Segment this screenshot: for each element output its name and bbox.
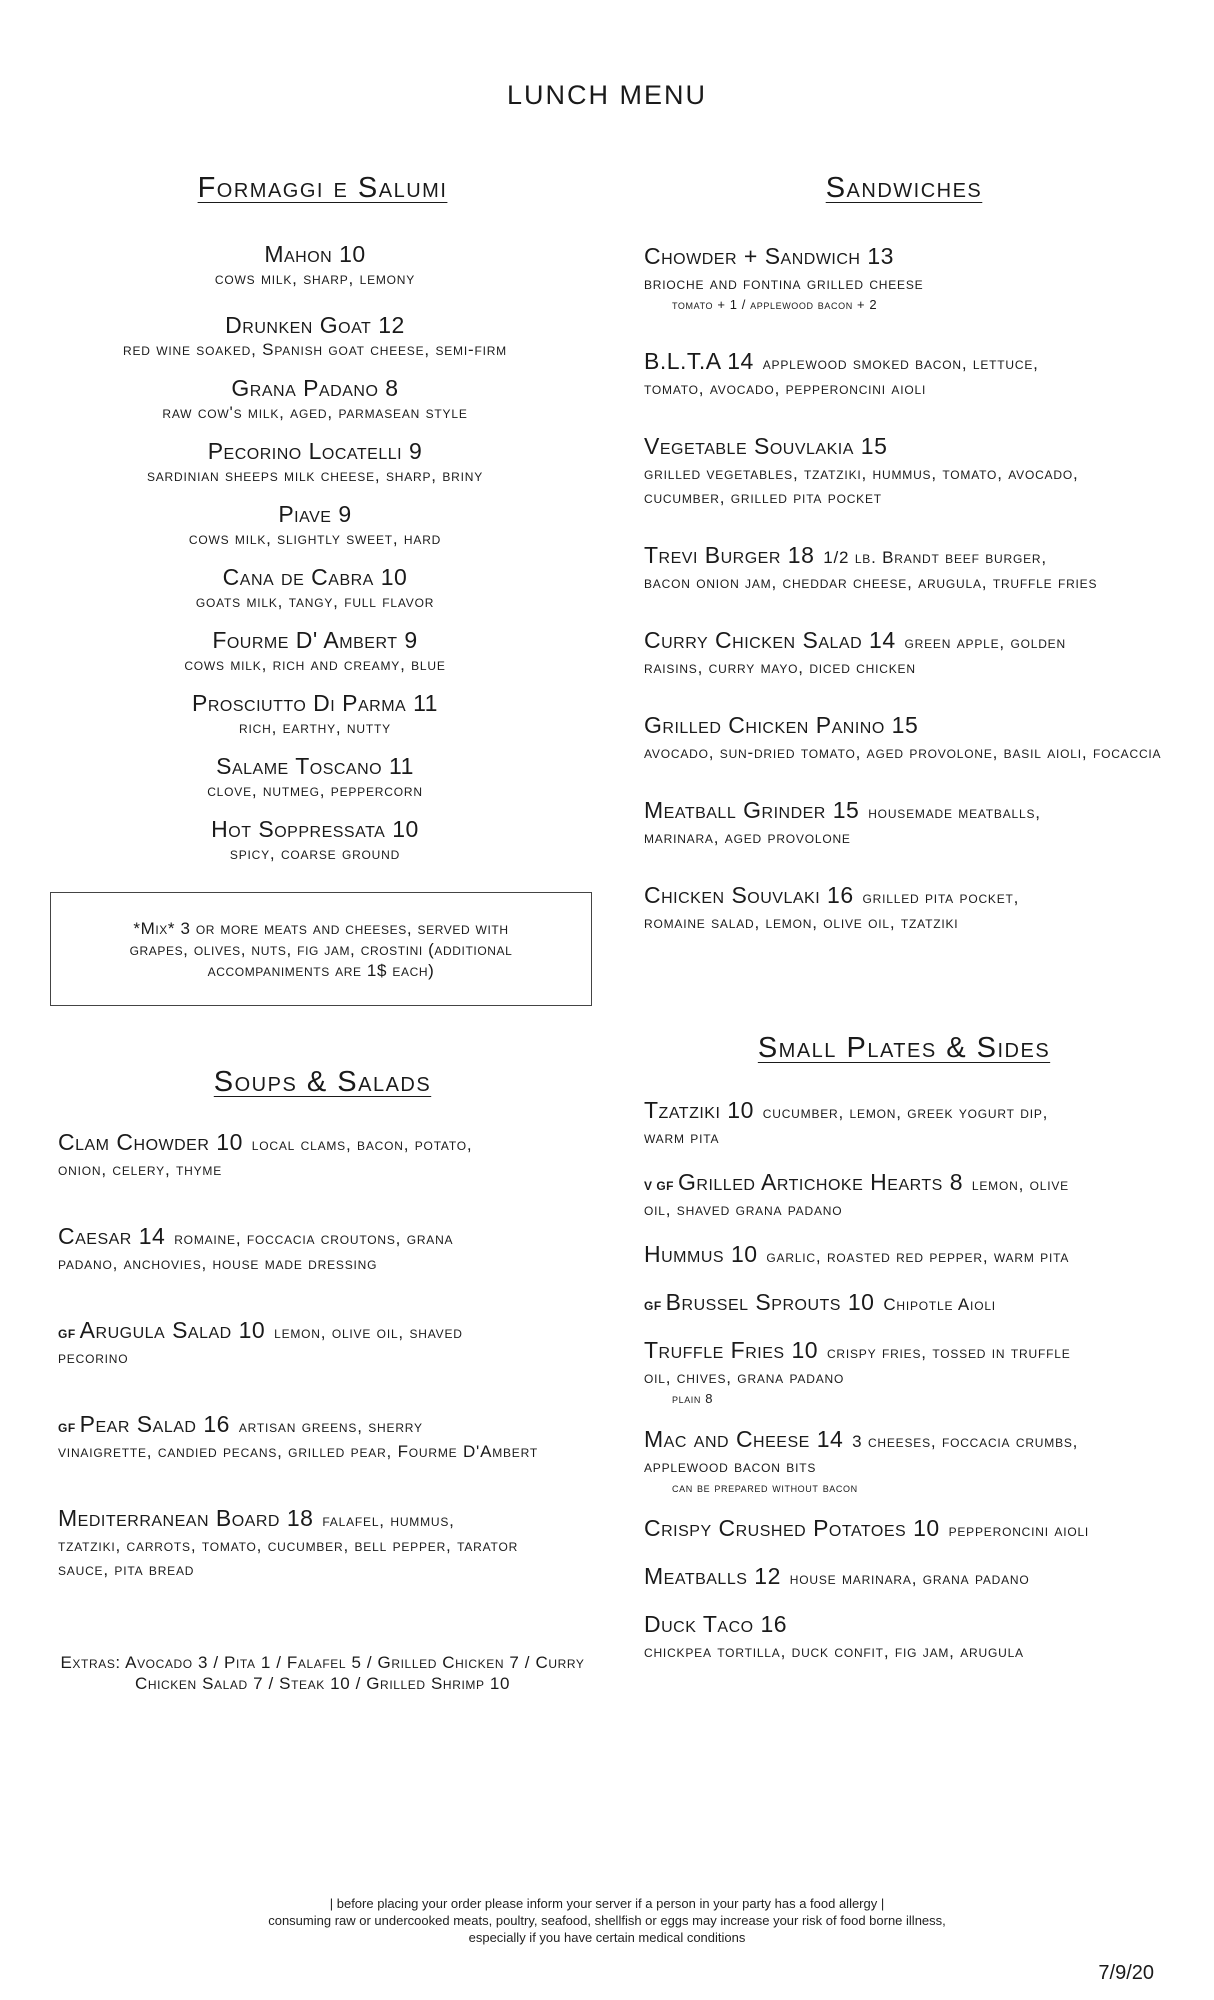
item-desc: cows milk, rich and creamy, blue (184, 655, 446, 674)
list-item (50, 240, 580, 289)
item-name: Mac and Cheese 14 (644, 1426, 844, 1452)
item-name: Hummus 10 (644, 1241, 758, 1267)
list-item (50, 311, 580, 360)
list-item (644, 628, 1164, 680)
item-name: Tzatziki 10 (644, 1097, 754, 1123)
item-name: Vegetable Souvlakia 15 (644, 433, 888, 459)
item-desc: clove, nutmeg, peppercorn (207, 781, 423, 800)
list-item (50, 626, 580, 675)
item-name: Chowder + Sandwich 13 (644, 243, 894, 269)
item-desc: warm pita (644, 1128, 720, 1147)
list-item (644, 1098, 1164, 1150)
item-desc-inline: grilled pita pocket, (862, 888, 1020, 907)
item-desc-inline: 3 cheeses, foccacia crumbs, (852, 1432, 1079, 1451)
item-desc-inline: applewood smoked bacon, lettuce, (762, 354, 1039, 373)
item-name: Mediterranean Board 18 (58, 1505, 314, 1531)
item-desc-inline: crispy fries, tossed in truffle (826, 1343, 1071, 1362)
item-name: Drunken Goat 12 (225, 312, 405, 338)
item-desc: spicy, coarse ground (229, 844, 401, 863)
list-item (644, 1564, 1164, 1592)
item-desc: avocado, sun-dried tomato, aged provolone, basil aioli, focaccia (644, 743, 1162, 762)
item-name: Crispy Crushed Potatoes 10 (644, 1515, 940, 1541)
item-name: Pear Salad 16 (79, 1411, 230, 1437)
item-name: Prosciutto Di Parma 11 (192, 690, 438, 716)
list-item (644, 1242, 1164, 1270)
item-name: Trevi Burger 18 (644, 542, 815, 568)
extras-note: Extras: Avocado 3 / Pita 1 / Falafel 5 / Grilled Chicken 7 / Curry Chicken Salad 7 / Steak 10 / Grilled Shrimp 10 (60, 1653, 585, 1693)
list-item (644, 1427, 1164, 1496)
item-desc: sardinian sheeps milk cheese, sharp, briny (146, 466, 484, 485)
small-plates-heading: Small Plates & Sides (757, 1032, 1051, 1064)
item-note: tomato + 1 / applewood bacon + 2 (672, 297, 878, 312)
list-item (644, 434, 1164, 510)
item-desc: goats milk, tangy, full flavor (195, 592, 435, 611)
list-item (644, 883, 1164, 935)
item-name: Truffle Fries 10 (644, 1337, 819, 1363)
item-name: Grilled Chicken Panino 15 (644, 712, 919, 738)
item-desc: vinaigrette, candied pecans, grilled pear, Fourme D'Ambert (58, 1442, 538, 1461)
item-name: Grana Padano 8 (231, 375, 399, 401)
item-desc-inline: falafel, hummus, (322, 1511, 455, 1530)
item-desc: tomato, avocado, pepperoncini aioli (644, 379, 927, 398)
list-item (644, 1290, 1164, 1318)
item-desc-inline: Chipotle Aioli (883, 1295, 996, 1314)
item-desc: cows milk, sharp, lemony (214, 269, 416, 288)
item-desc: brioche and fontina grilled cheese (644, 274, 924, 293)
list-item (58, 1506, 558, 1582)
list-item (58, 1318, 558, 1370)
item-name: Meatball Grinder 15 (644, 797, 860, 823)
item-name: Piave 9 (278, 501, 352, 527)
item-desc-inline: lemon, olive (971, 1175, 1069, 1194)
item-desc: oil, chives, grana padano (644, 1368, 845, 1387)
item-desc: grilled vegetables, tzatziki, hummus, tomato, avocado, cucumber, grilled pita pocket (644, 464, 1079, 507)
item-name: Mahon 10 (264, 241, 366, 267)
item-desc-inline: local clams, bacon, potato, (251, 1135, 473, 1154)
item-desc: rich, earthy, nutty (239, 718, 391, 737)
item-desc: romaine salad, lemon, olive oil, tzatziki (644, 913, 959, 932)
dietary-badge: GF (644, 1299, 662, 1313)
list-item (644, 1170, 1164, 1222)
list-item (644, 1338, 1164, 1407)
menu-title: LUNCH MENU (506, 80, 707, 110)
item-desc: marinara, aged provolone (644, 828, 851, 847)
cheese-list (50, 240, 580, 878)
sandwich-list (644, 244, 1164, 968)
item-desc: red wine soaked, Spanish goat cheese, semi-firm (123, 340, 507, 359)
item-name: Caesar 14 (58, 1223, 166, 1249)
item-name: Grilled Artichoke Hearts 8 (678, 1169, 964, 1195)
item-name: Salame Toscano 11 (216, 753, 414, 779)
list-item (644, 244, 1164, 313)
item-name: Cana de Cabra 10 (222, 564, 408, 590)
item-desc-inline: 1/2 lb. Brandt beef burger, (823, 548, 1047, 567)
item-desc-inline: artisan greens, sherry (238, 1417, 423, 1436)
list-item (50, 689, 580, 738)
item-note: can be prepared without bacon (672, 1480, 858, 1495)
item-desc: pecorino (58, 1348, 129, 1367)
list-item (50, 752, 580, 801)
list-item (50, 437, 580, 486)
item-desc-inline: garlic, roasted red pepper, warm pita (766, 1247, 1070, 1266)
item-name: Clam Chowder 10 (58, 1129, 243, 1155)
mix-note: *Mix* 3 or more meats and cheeses, served with grapes, olives, nuts, fig jam, crostini (additional accompaniments are 1$ each) (129, 918, 513, 980)
allergy-line: | before placing your order please inform your server if a person in your party has a food allergy | (329, 1896, 885, 1911)
formaggi-heading: Formaggi e Salumi (197, 172, 448, 204)
list-item (58, 1412, 558, 1464)
item-desc-inline: romaine, foccacia croutons, grana (174, 1229, 454, 1248)
mix-note-box (50, 892, 592, 1006)
small-plates-list (644, 1098, 1164, 1684)
list-item (50, 563, 580, 612)
dietary-badge: GF (58, 1327, 76, 1341)
item-desc-inline: cucumber, lemon, greek yogurt dip, (762, 1103, 1049, 1122)
item-name: Duck Taco 16 (644, 1611, 788, 1637)
item-desc: bacon onion jam, cheddar cheese, arugula, truffle fries (644, 573, 1098, 592)
list-item (50, 500, 580, 549)
item-desc-inline: green apple, golden (904, 633, 1066, 652)
item-name: Hot Soppressata 10 (211, 816, 419, 842)
item-desc: chickpea tortilla, duck confit, fig jam, arugula (644, 1642, 1024, 1661)
list-item (58, 1130, 558, 1182)
list-item (50, 374, 580, 423)
item-name: Brussel Sprouts 10 (665, 1289, 875, 1315)
item-name: Meatballs 12 (644, 1563, 781, 1589)
item-desc-inline: lemon, olive oil, shaved (274, 1323, 463, 1342)
item-desc: tzatziki, carrots, tomato, cucumber, bell pepper, tarator sauce, pita bread (58, 1536, 519, 1579)
list-item (644, 1612, 1164, 1664)
item-desc: raw cow's milk, aged, parmasean style (162, 403, 468, 422)
list-item (644, 349, 1164, 401)
item-desc: applewood bacon bits (644, 1457, 817, 1476)
item-desc: raisins, curry mayo, diced chicken (644, 658, 916, 677)
item-desc: padano, anchovies, house made dressing (58, 1254, 378, 1273)
menu-date: 7/9/20 (1098, 1962, 1154, 1984)
item-name: B.L.T.A 14 (644, 348, 754, 374)
item-name: Fourme D' Ambert 9 (212, 627, 418, 653)
soups-heading: Soups & Salads (213, 1066, 432, 1098)
sandwiches-heading: Sandwiches (825, 172, 983, 204)
consumption-warning-cont: especially if you have certain medical conditions (468, 1930, 746, 1945)
dietary-badge: GF (58, 1421, 76, 1435)
item-desc: cows milk, slightly sweet, hard (188, 529, 442, 548)
item-name: Pecorino Locatelli 9 (207, 438, 423, 464)
dietary-badge: V GF (644, 1179, 675, 1193)
allergy-notice (0, 1895, 1214, 1946)
list-item (644, 1516, 1164, 1544)
item-name: Chicken Souvlaki 16 (644, 882, 854, 908)
soup-list (58, 1130, 558, 1624)
list-item (644, 798, 1164, 850)
list-item (50, 815, 580, 864)
item-desc: oil, shaved grana padano (644, 1200, 843, 1219)
item-desc-inline: house marinara, grana padano (789, 1569, 1030, 1588)
item-desc: onion, celery, thyme (58, 1160, 223, 1179)
consumption-warning: consuming raw or undercooked meats, poultry, seafood, shellfish or eggs may increase your risk of food borne illness, (268, 1913, 946, 1928)
item-note: plain 8 (672, 1391, 714, 1406)
item-name: Arugula Salad 10 (79, 1317, 266, 1343)
list-item (58, 1224, 558, 1276)
item-desc-inline: pepperoncini aioli (948, 1521, 1090, 1540)
item-desc-inline: housemade meatballs, (868, 803, 1041, 822)
item-name: Curry Chicken Salad 14 (644, 627, 896, 653)
list-item (644, 713, 1164, 765)
list-item (644, 543, 1164, 595)
